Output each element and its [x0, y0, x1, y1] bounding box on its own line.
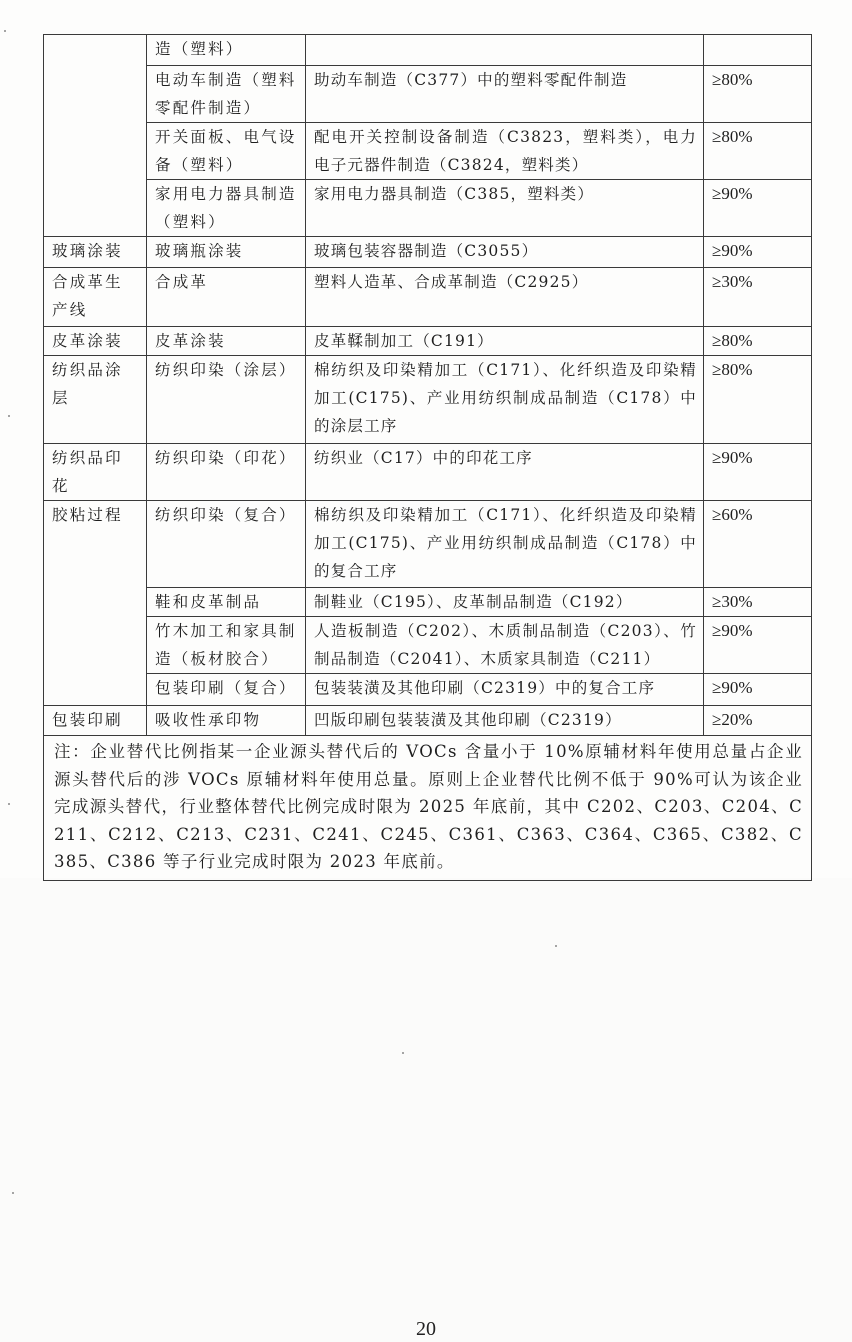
- scan-speck: [4, 30, 6, 32]
- page-number: 20: [416, 1318, 436, 1340]
- sub-industry-cell: 造（塑料）: [147, 35, 306, 66]
- category-cell: 包装印刷: [44, 706, 147, 736]
- scan-speck: [8, 803, 10, 805]
- table-row: [44, 237, 812, 268]
- category-cell: 纺织品印花: [44, 444, 147, 501]
- table-row: [44, 35, 812, 66]
- table-row: [44, 444, 812, 501]
- category-cell: 皮革涂装: [44, 327, 147, 356]
- ratio-cell: [704, 35, 812, 66]
- ratio-cell: ≥80%: [704, 327, 812, 356]
- table-row: [44, 356, 812, 444]
- industry-codes-cell: 塑料人造革、合成革制造（C2925）: [306, 268, 704, 327]
- category-cell: [44, 35, 147, 237]
- table-row: [44, 268, 812, 327]
- ratio-cell: ≥20%: [704, 706, 812, 736]
- sub-industry-cell: 包装印刷（复合）: [147, 674, 306, 706]
- category-cell: 纺织品涂层: [44, 356, 147, 444]
- sub-industry-cell: 皮革涂装: [147, 327, 306, 356]
- industry-codes-cell: 家用电力器具制造（C385，塑料类）: [306, 180, 704, 237]
- table-row: [44, 327, 812, 356]
- page-background-lower: [0, 878, 852, 1342]
- table-row: [44, 674, 812, 706]
- industry-codes-cell: 制鞋业（C195）、皮革制品制造（C192）: [306, 588, 704, 617]
- ratio-cell: ≥90%: [704, 180, 812, 237]
- industry-codes-cell: 纺织业（C17）中的印花工序: [306, 444, 704, 501]
- ratio-cell: ≥90%: [704, 674, 812, 706]
- sub-industry-cell: 纺织印染（印花）: [147, 444, 306, 501]
- category-cell: 合成革生产线: [44, 268, 147, 327]
- industry-codes-cell: 包装装潢及其他印刷（C2319）中的复合工序: [306, 674, 704, 706]
- sub-industry-cell: 合成革: [147, 268, 306, 327]
- table-footnote: 注：企业替代比例指某一企业源头替代后的 VOCs 含量小于 10%原辅材料年使用总量占企业源头替代后的涉 VOCs 原辅材料年使用总量。原则上企业替代比例不低于 90%可认为该企业完成源头替代，行业整体替代比例完成时限为 2025 年底前，其中 C202、C203、C204、C211、C212、C213、C231、C241、C245、C361、C363、C364、C365、C382、C385、C386 等子行业完成时限为 2023 年底前。: [44, 736, 812, 881]
- ratio-cell: ≥30%: [704, 268, 812, 327]
- sub-industry-cell: 家用电力器具制造（塑料）: [147, 180, 306, 237]
- table-row: [44, 180, 812, 237]
- sub-industry-cell: 纺织印染（涂层）: [147, 356, 306, 444]
- industry-codes-cell: 凹版印刷包装装潢及其他印刷（C2319）: [306, 706, 704, 736]
- sub-industry-cell: 纺织印染（复合）: [147, 501, 306, 588]
- sub-industry-cell: 玻璃瓶涂装: [147, 237, 306, 268]
- industry-codes-cell: [306, 35, 704, 66]
- table-row: [44, 501, 812, 588]
- industry-codes-cell: 玻璃包装容器制造（C3055）: [306, 237, 704, 268]
- category-cell: 玻璃涂装: [44, 237, 147, 268]
- sub-industry-cell: 开关面板、电气设备（塑料）: [147, 123, 306, 180]
- sub-industry-cell: 吸收性承印物: [147, 706, 306, 736]
- ratio-cell: ≥80%: [704, 66, 812, 123]
- industry-codes-cell: 配电开关控制设备制造（C3823，塑料类），电力电子元器件制造（C3824，塑料类）: [306, 123, 704, 180]
- ratio-cell: ≥90%: [704, 617, 812, 674]
- scan-speck: [555, 945, 557, 947]
- table-note-row: [44, 736, 812, 881]
- industry-codes-cell: 皮革鞣制加工（C191）: [306, 327, 704, 356]
- table-row: [44, 66, 812, 123]
- sub-industry-cell: 竹木加工和家具制造（板材胶合）: [147, 617, 306, 674]
- table-row: [44, 706, 812, 736]
- category-cell: 胶粘过程: [44, 501, 147, 706]
- voc-replacement-table: [43, 34, 812, 881]
- industry-codes-cell: 棉纺织及印染精加工（C171）、化纤织造及印染精加工(C175)、产业用纺织制成品制造（C178）中的涂层工序: [306, 356, 704, 444]
- scan-speck: [8, 415, 10, 417]
- ratio-cell: ≥90%: [704, 237, 812, 268]
- sub-industry-cell: 电动车制造（塑料零配件制造）: [147, 66, 306, 123]
- table-row: [44, 588, 812, 617]
- ratio-cell: ≥90%: [704, 444, 812, 501]
- ratio-cell: ≥60%: [704, 501, 812, 588]
- table-row: [44, 123, 812, 180]
- ratio-cell: ≥30%: [704, 588, 812, 617]
- ratio-cell: ≥80%: [704, 123, 812, 180]
- table-row: [44, 617, 812, 674]
- sub-industry-cell: 鞋和皮革制品: [147, 588, 306, 617]
- scan-speck: [12, 1192, 14, 1194]
- ratio-cell: ≥80%: [704, 356, 812, 444]
- industry-codes-cell: 人造板制造（C202）、木质制品制造（C203）、竹制品制造（C2041）、木质家具制造（C211）: [306, 617, 704, 674]
- scan-speck: [402, 1052, 404, 1054]
- industry-codes-cell: 棉纺织及印染精加工（C171）、化纤织造及印染精加工(C175)、产业用纺织制成品制造（C178）中的复合工序: [306, 501, 704, 588]
- industry-codes-cell: 助动车制造（C377）中的塑料零配件制造: [306, 66, 704, 123]
